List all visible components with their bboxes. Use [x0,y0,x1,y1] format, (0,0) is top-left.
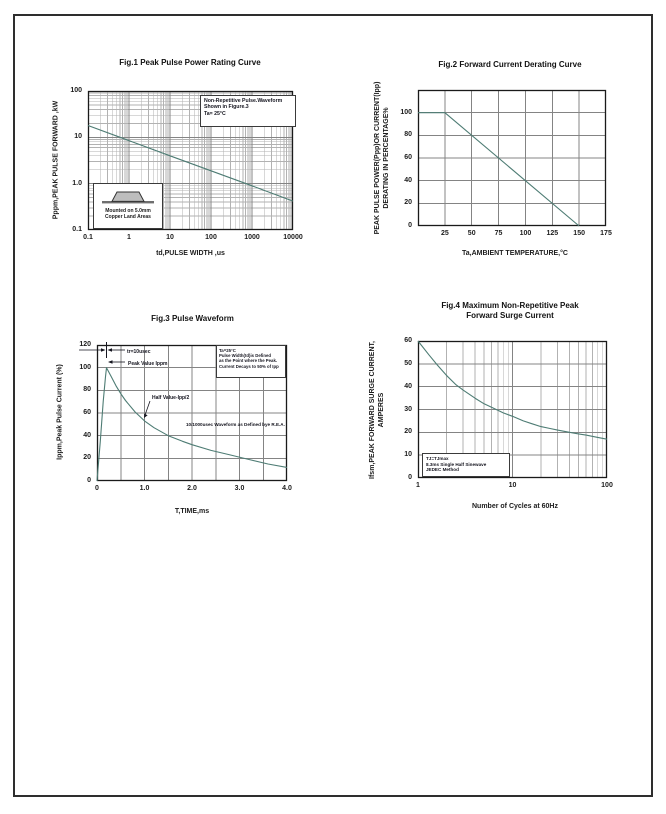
fig2-y-tick-label: 60 [404,154,412,161]
fig2-y-axis-label-line1: PEAK PULSE POWER(Ppp)OR CURRENT(Ipp) [374,81,381,235]
fig2-title: Fig.2 Forward Current Derating Curve [438,60,582,69]
fig3-note-line: as the Point where the Peak. [219,358,278,364]
fig1-x-tick-label: 0.1 [83,234,93,241]
fig2-x-tick-label: 50 [467,230,476,237]
fig4-note-line: JEDEC Method [426,467,459,473]
fig4-y-tick-label: 0 [408,474,412,481]
fig4-y-tick-label: 60 [404,337,412,344]
fig3-y-tick-label: 0 [87,477,91,484]
fig3-y-tick-label: 80 [83,386,91,394]
figure-3-pulse-waveform [40,305,340,540]
fig1-y-tick-label: 100 [70,87,82,94]
fig4-x-tick-label: 100 [601,482,613,489]
fig3-y-tick-label: 40 [83,431,91,439]
fig2-x-tick-label: 175 [600,230,612,237]
fig3-x-tick-label: 3.0 [234,485,245,492]
fig4-y-axis-label-line2: AMPERES [378,392,385,428]
fig2-x-tick-label: 75 [494,230,503,237]
fig3-plot-area [97,345,287,481]
fig1-x-axis-label: td,PULSE WIDTH ,us [156,250,225,257]
fig1-x-tick-label: 1 [127,234,131,241]
fig3-rise-time-annotation: tr=10usec [127,349,151,355]
fig4-y-tick-label: 10 [404,451,412,459]
fig4-y-tick-label: 30 [404,405,412,413]
fig3-y-tick-label: 120 [79,341,91,348]
figure-2-forward-current-derating-curve [360,50,660,285]
fig2-plot-svg [418,90,606,226]
fig3-y-tick-label: 60 [83,409,91,416]
fig1-mounting-inset [93,183,163,229]
fig4-plot-area [418,341,607,478]
fig3-y-tick-label: 100 [79,363,91,371]
fig4-x-axis-label: Number of Cycles at 60Hz [472,503,558,510]
fig4-title-line1: Fig.4 Maximum Non-Repetitive Peak [441,301,579,310]
fig4-note-line: TJ=TJmax [426,456,449,461]
fig3-note-box [216,345,286,378]
fig2-x-tick-label: 125 [546,230,559,237]
fig4-y-tick-label: 50 [404,359,412,367]
fig1-note-line: Shown in Figure.3 [204,104,249,111]
fig3-note-line: Ta=25°C [219,348,236,353]
fig1-y-tick-label: 1.0 [72,179,82,187]
fig4-y-axis-label-line1: Ifsm,PEAK FORWARD SURGE CURRENT, [369,341,376,479]
fig2-y-tick-label: 80 [404,131,412,139]
fig4-y-tick-label: 20 [404,428,412,436]
fig3-rea-annotation: 10/1000usec Waveform as Defined bye R.E.A. [186,422,285,427]
fig1-note-box [200,95,296,127]
fig1-title: Fig.1 Peak Pulse Power Rating Curve [119,58,261,67]
figure-4-max-non-repetitive-peak-forward-surge-current [360,295,660,540]
fig3-x-axis-label: T,TIME,ms [174,508,210,515]
fig3-note-line: Pulse Width(td)is Defined [219,353,272,359]
fig1-note-line: Ta= 25°C [204,110,226,117]
fig2-plot-area [418,90,606,226]
fig4-x-tick-label: 1 [416,482,420,489]
fig1-y-tick-label: 0.1 [72,226,82,233]
fig2-y-tick-label: 0 [408,222,412,229]
fig3-x-tick-label: 0 [95,485,99,492]
fig4-x-tick-label: 10 [508,482,517,489]
fig4-title-line2: Forward Surge Current [466,311,554,320]
smd-package-icon [100,189,156,205]
fig2-x-tick-label: 25 [440,230,449,237]
fig2-y-tick-label: 20 [404,199,412,207]
fig2-x-tick-label: 100 [519,230,532,237]
fig1-x-tick-label: 1000 [244,234,260,241]
fig2-y-tick-label: 100 [400,108,412,116]
fig1-note-line: Non-Repetitive Pulse.Waveform [204,98,283,104]
figure-1-peak-pulse-power-rating-curve [40,50,340,285]
fig4-note-line: 8.3ms Single Half Sinewave [426,461,487,467]
fig2-y-axis-label-line2: DERATING IN PERCENTAGE% [383,107,390,209]
fig3-y-tick-label: 20 [83,454,91,462]
fig2-x-axis-label: Ta,AMBIENT TEMPERATURE,°C [462,250,568,257]
fig1-x-tick-label: 10000 [283,234,303,241]
fig3-half-value-annotation: Half Value-Ipp/2 [152,395,190,401]
fig3-y-axis-label: Ippm,Peak Pulse Current (%) [56,364,64,460]
fig1-inset-line: Copper Land Areas [105,214,151,220]
fig2-y-tick-label: 40 [404,176,412,184]
fig1-y-axis-label: Pppm,PEAK PULSE FORWARD ,kW [52,100,60,220]
fig1-plot-area [88,91,293,230]
fig3-x-tick-label: 2.0 [187,485,197,492]
fig4-note-box [422,453,510,477]
fig1-x-tick-label: 100 [205,234,217,241]
fig3-peak-value-annotation: Peak Value Ippm [128,361,168,367]
fig1-y-tick-label: 10 [74,133,82,141]
fig1-inset-line: Mounted on 5.0mm [105,208,151,214]
fig3-note-line: Current Decays to 50% of Ipp [219,363,279,369]
fig3-x-tick-label: 4.0 [282,485,292,492]
fig3-title: Fig.3 Pulse Waveform [151,314,234,323]
fig3-x-tick-label: 1.0 [139,485,150,492]
fig1-x-tick-label: 10 [166,234,174,241]
fig4-y-tick-label: 40 [404,382,412,390]
fig2-x-tick-label: 150 [573,230,585,237]
